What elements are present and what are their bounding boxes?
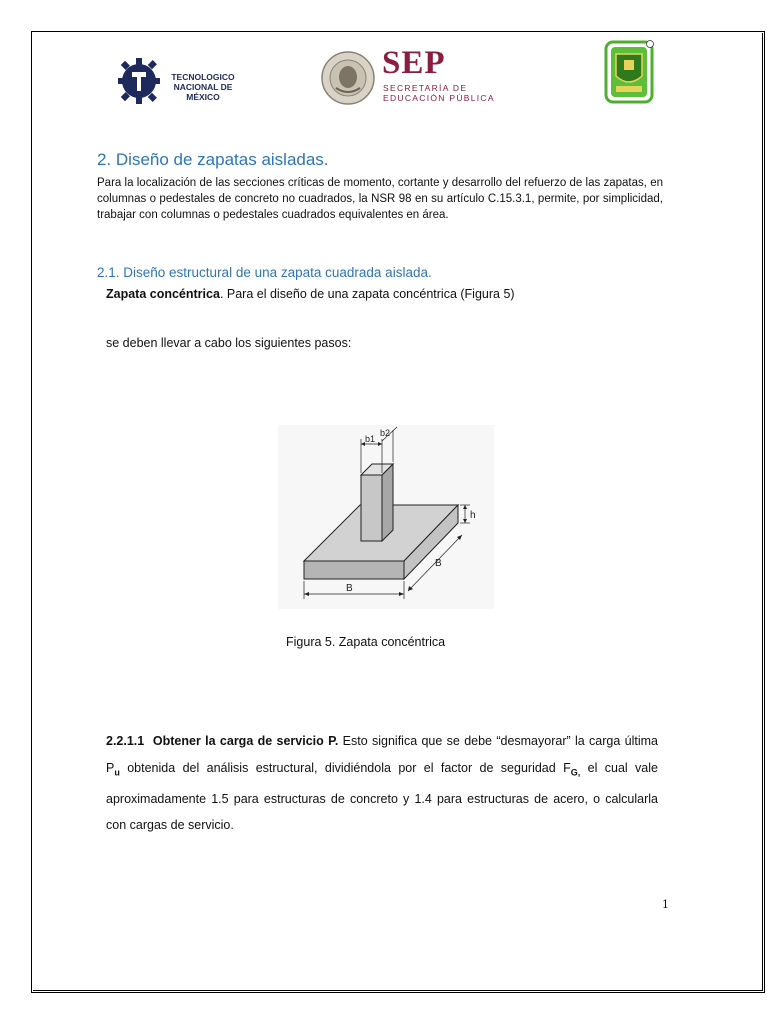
- tecnm-line2: NACIONAL DE MÉXICO: [173, 82, 233, 102]
- slab-front: [304, 561, 404, 579]
- step-paragraph: [106, 728, 658, 839]
- step-sub-u: u: [114, 767, 120, 777]
- step-text-1: Esto significa que se debe “desmayorar” la carga última P: [106, 734, 658, 775]
- section-title: 2. Diseño de zapatas aisladas.: [97, 150, 329, 169]
- lead-text: . Para el diseño de una zapata concéntrica (Figura 5): [219, 287, 515, 301]
- steps-intro: se deben llevar a cabo los siguientes pasos:: [106, 336, 352, 350]
- label-B-right: B: [435, 558, 442, 569]
- label-b1: b1: [365, 434, 376, 444]
- footing-figure: [278, 425, 494, 614]
- column-front: [361, 475, 382, 541]
- tecnm-line1: TECNOLOGICO: [171, 72, 235, 82]
- mexico-seal-icon: [320, 50, 376, 111]
- label-h: h: [470, 510, 476, 521]
- step-sub-g: G,: [570, 767, 581, 777]
- page-number: 1: [662, 898, 669, 911]
- tecnm-text: [158, 72, 248, 102]
- lead-bold: Zapata concéntrica: [106, 287, 220, 301]
- step-text-3: el cual vale aproximadamente 1.5 para estructuras de concreto y 1.4 para estructuras de acero, o calcularla con cargas de servicio.: [106, 760, 658, 832]
- sep-line1: SECRETARÍA DE: [383, 83, 468, 93]
- label-B-bottom: B: [346, 583, 353, 594]
- subsection-title: 2.1. Diseño estructural de una zapata cuadrada aislada.: [97, 265, 432, 280]
- step-title: Obtener la carga de servicio P.: [152, 734, 339, 748]
- sep-line2: EDUCACIÓN PÚBLICA: [383, 93, 495, 103]
- label-b2: b2: [380, 428, 391, 438]
- figure-caption: Figura 5. Zapata concéntrica: [286, 635, 446, 649]
- column-side: [382, 464, 393, 541]
- tecnm-gear-icon: [118, 52, 160, 110]
- step-text-2: obtenida del análisis estructural, dividiéndola por el factor de seguridad F: [119, 760, 571, 775]
- sep-title: SEP: [382, 45, 446, 81]
- campus-shield-icon: [604, 38, 656, 111]
- tecnm-logo: [118, 52, 160, 115]
- subsection-lead: [106, 287, 515, 301]
- step-number: 2.2.1.1: [106, 734, 145, 748]
- section-paragraph: Para la localización de las secciones críticas de momento, cortante y desarrollo del refuerzo de las zapatas, en columnas o pedestales de concreto no cuadrados, la NSR 98 en su artículo C.15.3.1, permite, por simplicidad, trabajar con columnas o pedestales cuadrados equivalentes en área.: [97, 177, 663, 221]
